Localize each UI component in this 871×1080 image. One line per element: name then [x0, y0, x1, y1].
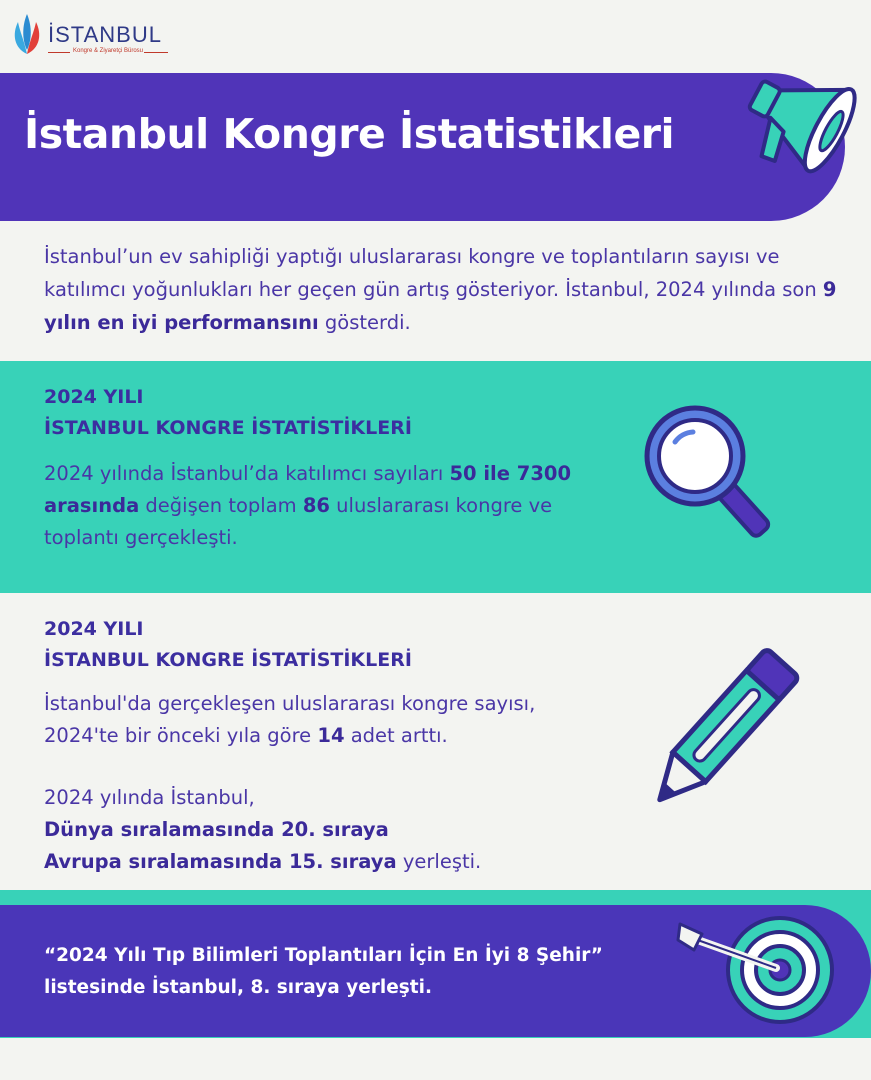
section-1-title: [44, 382, 412, 444]
section-1-text-c: uluslararası kongre ve toplantı gerçekleşti.: [44, 494, 553, 549]
footer-list-title: “2024 Yılı Tıp Bilimleri Toplantıları İçin En İyi 8 Şehir”: [44, 945, 603, 966]
section-2-title-year: 2024 YILI: [44, 618, 144, 640]
world-ranking: Dünya sıralamasında 20. sıraya: [44, 818, 389, 841]
ranking-end: yerleşti.: [396, 850, 482, 873]
section-2-title-subject: İSTANBUL KONGRE İSTATİSTİKLERİ: [44, 649, 412, 671]
tulip-logo-icon: [10, 10, 44, 56]
section-2-text: [44, 688, 564, 752]
page-title: İstanbul Kongre İstatistikleri: [24, 110, 675, 158]
target-icon: [676, 910, 836, 1030]
intro-text-end: gösterdi.: [318, 311, 411, 334]
magnifier-icon: [635, 398, 795, 558]
megaphone-icon: [735, 50, 865, 190]
footer-text: [44, 940, 684, 1004]
section-1-title-year: 2024 YILI: [44, 386, 144, 408]
logo: [10, 8, 170, 58]
section-2-text-b: adet arttı.: [344, 724, 448, 747]
section-2-text-a: İstanbul'da gerçekleşen uluslararası kongre sayısı, 2024'te bir önceki yıla göre: [44, 692, 536, 747]
europe-ranking: Avrupa sıralamasında 15. sıraya: [44, 850, 397, 873]
pencil-icon: [630, 640, 805, 830]
section-2-title: [44, 614, 412, 676]
increase-count: 14: [317, 724, 345, 747]
section-1-title-subject: İSTANBUL KONGRE İSTATİSTİKLERİ: [44, 417, 412, 439]
section-1-text-b: değişen toplam: [139, 494, 303, 517]
logo-divider-right: [144, 52, 168, 53]
intro-paragraph: [44, 240, 844, 339]
intro-highlight: 9 yılın en iyi performansını: [44, 278, 837, 334]
congress-count: 86: [302, 494, 330, 517]
logo-wordmark: İSTANBUL: [48, 22, 162, 47]
section-1-text: [44, 458, 584, 554]
logo-subtitle: Kongre & Ziyaretçi Bürosu: [72, 48, 144, 54]
intro-text: İstanbul’un ev sahipliği yaptığı uluslararası kongre ve toplantıların sayısı ve katılımcı yoğunlukları her geçen gün artış gösteriyor. İstanbul, 2024 yılında son: [44, 245, 823, 301]
section-1-text-a: 2024 yılında İstanbul’da katılımcı sayıları: [44, 462, 450, 485]
participant-range: 50 ile 7300 arasında: [44, 462, 572, 517]
ranking-intro: 2024 yılında İstanbul,: [44, 786, 255, 809]
footer-ranking: listesinde İstanbul, 8. sıraya yerleşti.: [44, 977, 433, 998]
ranking-block: [44, 782, 604, 878]
